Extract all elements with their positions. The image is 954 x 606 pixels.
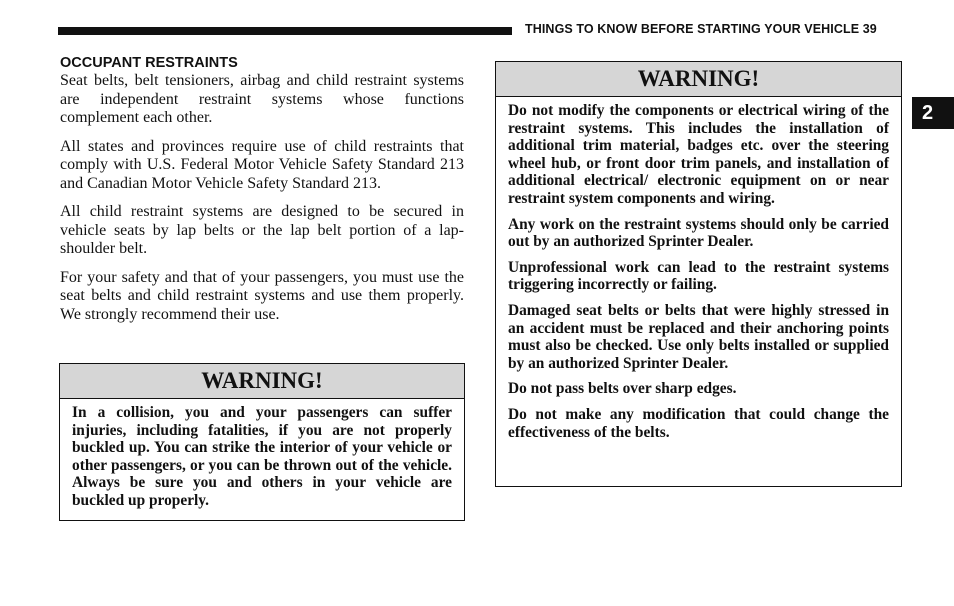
warning-body [496,97,901,441]
chapter-number: 2 [922,101,934,124]
warning-text: In a collision, you and your passengers can suffer injuries, including fatalities, if you are not properly buckled up. You can strike the interior of your vehicle or other passengers, or you can be thrown out of the vehicle. Always be sure you and others in your vehicle are buckled up properly. [72,404,452,509]
warning-text: Unprofessional work can lead to the restraint systems triggering incorrectly or failing. [508,258,889,294]
body-paragraph: All child restraint systems are designed to be secured in vehicle seats by lap belts or the lap belt portion of a lap-shoulder belt. [60,203,464,257]
warning-body [60,399,464,510]
warning-text: Any work on the restraint systems should only be carried out by an authorized Sprinter Dealer. [508,215,889,251]
header-rule [58,27,512,35]
warning-text: Do not make any modification that could change the effectiveness of the belts. [508,405,889,441]
warning-text: Do not pass belts over sharp edges. [508,380,737,398]
warning-box-left [59,363,465,521]
body-paragraph: All states and provinces require use of child restraints that comply with U.S. Federal Motor Vehicle Safety Standard 213 and Canadian Motor Vehicle Safety Standard 213. [60,137,464,192]
running-head: THINGS TO KNOW BEFORE STARTING YOUR VEHICLE 39 [525,22,877,36]
warning-text: Do not modify the components or electrical wiring of the restraint systems. This includes the installation of additional trim material, badges etc. over the steering wheel hub, or front door trim panels, and installation of additional electrical/ electronic equipment on or near restraint system components and wiring. [508,102,889,207]
body-paragraph: Seat belts, belt tensioners, airbag and child restraint systems are independent restraint systems whose functions complement each other. [60,72,464,126]
warning-box-right [495,61,902,487]
left-column [60,55,464,334]
section-title: OCCUPANT RESTRAINTS [60,55,238,71]
warning-heading: WARNING! [60,364,464,399]
chapter-tab [912,97,954,129]
warning-text: Damaged seat belts or belts that were highly stressed in an accident must be replaced and their anchoring points must also be checked. Use only belts installed or supplied by an authorized Sprinter Dealer. [508,301,889,372]
body-paragraph: For your safety and that of your passengers, you must use the seat belts and child restraint systems and use them properly. We strongly recommend their use. [60,268,464,323]
warning-heading: WARNING! [496,62,901,97]
